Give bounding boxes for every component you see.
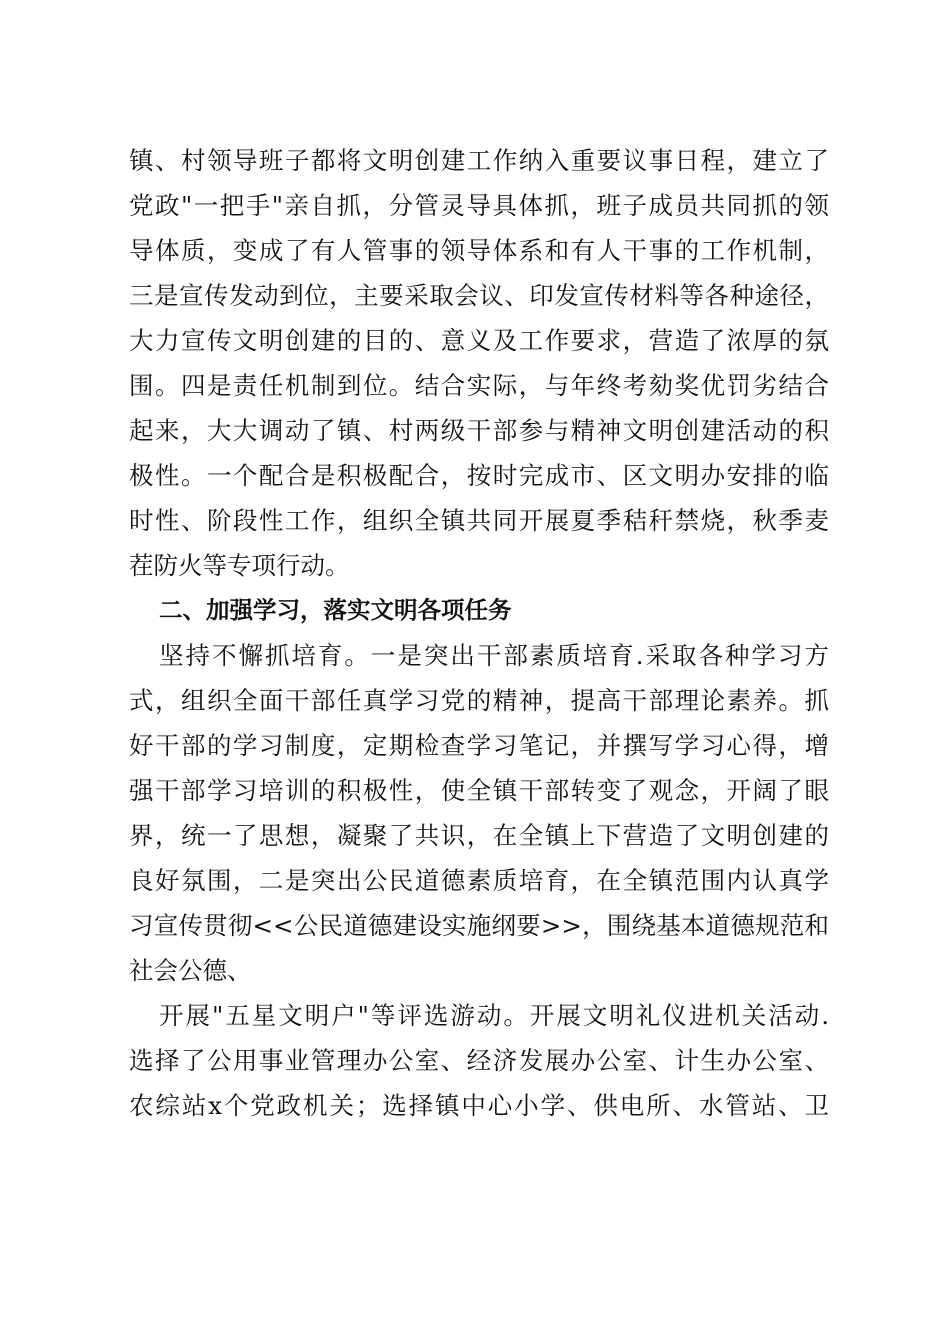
- text-line: 良好氛围，二是突出公民道德素质培育，在全镇范围内认真学: [129, 866, 829, 895]
- text-line: 导体质，变成了有人管事的领导体系和有人干事的工作机制，: [129, 236, 829, 265]
- paragraph-2: [129, 633, 829, 993]
- document-body: [129, 138, 829, 1128]
- text-line: 习宣传贯彻<<公民道德建设实施纲要>>，围绕基本道德规范和: [129, 911, 829, 940]
- text-line: 围。四是责任机制到位。结合实际，与年终考劾奖优罚劣结合: [129, 371, 829, 400]
- text-line: 大力宣传文明创建的目的、意义及工作要求，营造了浓厚的氛: [129, 326, 829, 355]
- section-heading: 二、加强学习，落实文明各项任务: [159, 596, 512, 624]
- text-line: 起来，大大调动了镇、村两级干部参与精神文明创建活动的积: [129, 416, 829, 445]
- text-line: 党政"一把手"亲自抓，分管灵导具体抓，班子成员共同抓的领: [129, 191, 829, 220]
- text-line: 时性、阶段性工作，组织全镇共同开展夏季秸秆禁烧，秋季麦: [129, 506, 829, 535]
- text-line: 镇、村领导班子都将文明创建工作纳入重要议事日程，建立了: [129, 146, 829, 175]
- text-line: 界，统一了思想，凝聚了共识，在全镇上下营造了文明创建的: [129, 821, 829, 850]
- paragraph-1: [129, 138, 829, 588]
- text-line: 社会公德、: [129, 956, 252, 985]
- text-line: 开展"五星文明户"等评选游动。开展文明礼仪进机关活动.: [159, 1001, 829, 1030]
- paragraph-3: [129, 993, 829, 1128]
- text-line: 选择了公用事业管理办公室、经济发展办公室、计生办公室、: [129, 1046, 829, 1075]
- text-line: 农综站x个党政机关；选择镇中心小学、供电所、水管站、卫: [129, 1091, 829, 1120]
- text-line: 强干部学习培训的积极性，使全镇干部转变了观念，开阔了眼: [129, 776, 829, 805]
- text-line: 三是宣传发动到位，主要采取会议、印发宣传材料等各种途径，: [129, 281, 829, 310]
- text-line: 极性。一个配合是积极配合，按时完成市、区文明办安排的临: [129, 461, 829, 490]
- text-line: 茬防火等专项行动。: [129, 551, 350, 580]
- text-line: 式，组织全面干部任真学习党的精神，提高干部理论素养。抓: [129, 686, 829, 715]
- text-line: 好干部的学习制度，定期检查学习笔记，并撰写学习心得，增: [129, 731, 829, 760]
- text-line: 坚持不懈抓培育。一是突出干部素质培育.采取各种学习方: [159, 641, 829, 670]
